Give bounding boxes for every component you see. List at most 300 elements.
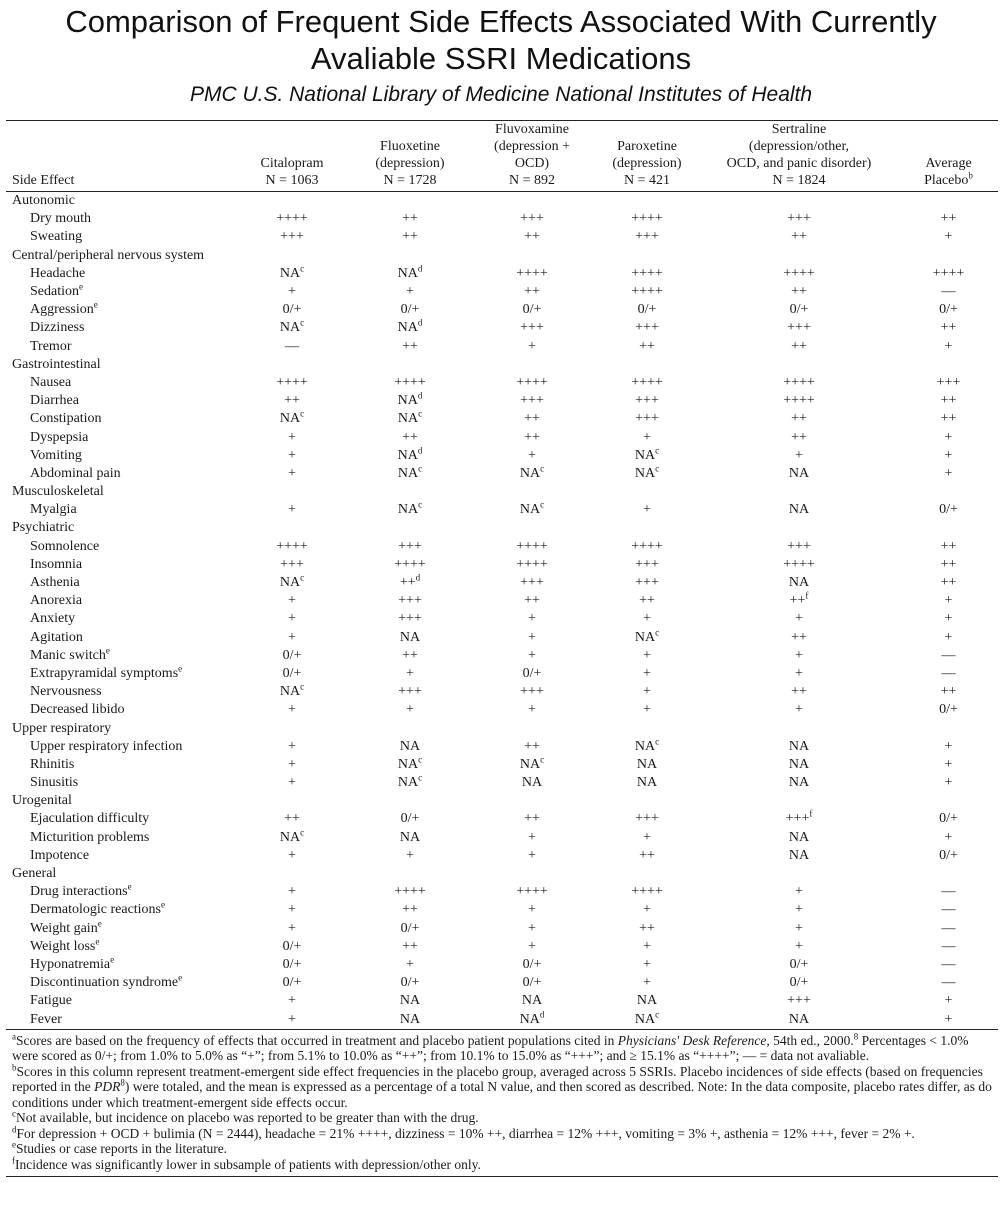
- side-effect-label: [6, 319, 233, 337]
- column-header-line: [12, 172, 231, 189]
- score-cell: [351, 665, 469, 683]
- score-cell: [595, 738, 699, 756]
- footnote-text: Studies or case reports in the literature.: [16, 1141, 228, 1157]
- cell-value: 0/+: [282, 956, 302, 972]
- score-cell: [699, 301, 899, 319]
- score-cell: [699, 447, 899, 465]
- cell-value: ++++: [631, 538, 663, 554]
- score-cell: [351, 810, 469, 828]
- cell-value: ++: [940, 393, 957, 409]
- cell-value: +++: [635, 556, 659, 572]
- score-cell: [699, 938, 899, 956]
- footnote-marker: c: [540, 754, 545, 765]
- score-cell: [899, 574, 998, 592]
- cell-value: NA: [636, 993, 658, 1009]
- cell-value: +: [643, 665, 651, 681]
- score-cell: [699, 338, 899, 356]
- cell-value: 0/+: [400, 975, 420, 991]
- cell-value: +: [406, 665, 414, 681]
- score-cell: [899, 410, 998, 428]
- cell-value: Insomnia: [30, 556, 83, 572]
- footnote-text: For depression + OCD + bulimia (N = 2444), headache = 21% ++++, dizziness = 10% ++, diarrhea = 12% +++, vomiting = 3% +, asthenia = 12% +++, fever = 2% +.: [16, 1125, 915, 1141]
- cell-value: ++: [284, 811, 300, 827]
- cell-value: ++: [524, 411, 540, 427]
- cell-value: +: [528, 902, 536, 918]
- cell-value: Sinusitis: [30, 775, 79, 791]
- cell-value: ++: [402, 902, 418, 918]
- cell-value: +: [643, 902, 651, 918]
- score-cell: [233, 374, 351, 392]
- score-cell: [699, 228, 899, 246]
- score-cell: [233, 738, 351, 756]
- cell-value: Weight gain: [30, 920, 98, 936]
- header-row: [6, 121, 998, 192]
- side-effect-label: [6, 774, 233, 792]
- cell-value: +: [944, 611, 953, 627]
- score-cell: [233, 283, 351, 301]
- score-cell: [699, 392, 899, 410]
- cell-value: ++: [791, 429, 807, 445]
- side-effect-label: [6, 738, 233, 756]
- cell-value: NA: [788, 465, 810, 481]
- footnote-marker: c: [418, 408, 423, 419]
- footnote-marker: e: [127, 881, 132, 892]
- category-label: General: [12, 866, 57, 882]
- footnote-marker: d: [417, 445, 423, 456]
- score-cell: [899, 392, 998, 410]
- side-effect-label: [6, 501, 233, 519]
- footnote-marker: 8: [120, 1077, 125, 1088]
- cell-value: +: [528, 847, 536, 863]
- cell-value: 0/+: [789, 956, 809, 972]
- side-effect-label: [6, 665, 233, 683]
- footnotes: [6, 1030, 998, 1173]
- cell-value: +: [288, 738, 296, 754]
- score-cell: [233, 574, 351, 592]
- cell-value: Fluvoxamine: [495, 122, 569, 137]
- score-cell: [469, 1010, 595, 1029]
- score-cell: [899, 701, 998, 719]
- score-cell: [595, 756, 699, 774]
- cell-value: Manic switch: [30, 647, 106, 663]
- footnote-marker: c: [540, 463, 545, 474]
- table-row: [6, 829, 998, 847]
- cell-value: 0/+: [789, 302, 809, 318]
- score-cell: [899, 283, 998, 301]
- cell-value: +: [528, 920, 536, 936]
- score-cell: [595, 920, 699, 938]
- cell-value: +++: [398, 684, 422, 700]
- table-row: [6, 810, 998, 828]
- cell-value: Myalgia: [30, 502, 77, 518]
- score-cell: [233, 701, 351, 719]
- cell-value: Weight loss: [30, 938, 96, 954]
- cell-value: Dry mouth: [30, 211, 92, 227]
- side-effect-label: [6, 283, 233, 301]
- cell-value: ++: [524, 593, 540, 609]
- footnote-marker: d: [539, 1008, 545, 1019]
- column-header: [699, 121, 899, 192]
- score-cell: [595, 956, 699, 974]
- cell-value: +++: [398, 538, 422, 554]
- footnote-text: Percentages < 1.0% were scored as 0/+; from 1.0% to 5.0% as “+”; from 5.1% to 10.0% as “++”; from 10.1% to 15.0% as “+++”; and ≥ 15.1% as “++++”; — = data not avaliable.: [12, 1032, 969, 1064]
- score-cell: [699, 956, 899, 974]
- cell-value: ++++: [783, 265, 815, 281]
- score-cell: [699, 774, 899, 792]
- cell-value: Fluoxetine: [380, 139, 440, 154]
- table-row: [6, 574, 998, 592]
- cell-value: ++++: [783, 556, 815, 572]
- cell-value: +: [944, 465, 953, 481]
- score-cell: [233, 920, 351, 938]
- table-row: [6, 883, 998, 901]
- category-label: Upper respiratory: [12, 720, 112, 736]
- cell-value: +: [288, 775, 296, 791]
- table-row: [6, 410, 998, 428]
- score-cell: [233, 938, 351, 956]
- score-cell: [699, 283, 899, 301]
- cell-value: NA: [636, 775, 658, 791]
- cell-value: NA: [279, 829, 301, 845]
- cell-value: Average: [925, 156, 972, 171]
- footnote-marker: e: [97, 917, 102, 928]
- cell-value: ++: [284, 393, 300, 409]
- cell-value: 0/+: [282, 975, 302, 991]
- score-cell: [595, 410, 699, 428]
- cell-value: +: [643, 429, 651, 445]
- score-cell: [899, 738, 998, 756]
- cell-value: NA: [399, 829, 421, 845]
- cell-value: +: [406, 284, 414, 300]
- score-cell: [595, 626, 699, 647]
- footnote: [12, 1126, 994, 1142]
- category-row: [6, 519, 998, 537]
- cell-value: ++: [399, 575, 416, 591]
- cell-value: +: [528, 647, 536, 663]
- cell-value: ++: [940, 575, 957, 591]
- table-row: [6, 701, 998, 719]
- column-header-line: [471, 138, 593, 155]
- cell-value: N = 892: [508, 173, 555, 188]
- side-effects-table: [6, 120, 998, 1030]
- footnote: [12, 1110, 994, 1126]
- cell-value: NA: [397, 265, 418, 281]
- category-row: [6, 865, 998, 883]
- cell-value: NA: [788, 502, 810, 518]
- cell-value: ++++: [631, 884, 663, 900]
- cell-value: +: [643, 684, 651, 700]
- cell-value: +++: [520, 393, 544, 409]
- side-effect-label: [6, 265, 233, 283]
- cell-value: +: [944, 229, 953, 245]
- cell-value: +++: [785, 811, 810, 827]
- cell-value: NA: [397, 393, 418, 409]
- cell-value: —: [941, 647, 956, 663]
- score-cell: [469, 701, 595, 719]
- footnote-marker: c: [300, 681, 305, 692]
- score-cell: [595, 883, 699, 901]
- score-cell: [699, 1010, 899, 1029]
- side-effect-label: [6, 992, 233, 1010]
- footnote-marker: c: [540, 499, 545, 510]
- cell-value: Dizziness: [30, 320, 85, 336]
- score-cell: [469, 938, 595, 956]
- cell-value: Side Effect: [12, 173, 75, 188]
- score-cell: [469, 447, 595, 465]
- score-cell: [469, 920, 595, 938]
- footnote-marker: f: [809, 808, 813, 819]
- score-cell: [469, 338, 595, 356]
- cell-value: ++: [402, 229, 418, 245]
- footnote-marker: c: [300, 572, 305, 583]
- cell-value: +: [288, 593, 296, 609]
- cell-value: 0/+: [939, 847, 958, 863]
- cell-value: Rhinitis: [30, 756, 75, 772]
- table-row: [6, 447, 998, 465]
- cell-value: +++: [520, 575, 544, 591]
- column-header-line: [701, 172, 897, 189]
- table-row: [6, 629, 998, 647]
- score-cell: [699, 610, 899, 628]
- category-row: [6, 247, 998, 265]
- cell-value: Somnolence: [30, 538, 100, 554]
- side-effect-label: [6, 538, 233, 556]
- score-cell: [899, 810, 998, 828]
- score-cell: [899, 428, 998, 446]
- score-cell: [699, 647, 899, 665]
- cell-value: Extrapyramidal symptoms: [30, 665, 179, 681]
- column-header-line: [471, 172, 593, 189]
- cell-value: (depression): [612, 156, 682, 171]
- column-header-line: [701, 121, 897, 138]
- score-cell: [595, 265, 699, 283]
- cell-value: NA: [636, 756, 658, 772]
- cell-value: +: [406, 847, 414, 863]
- cell-value: NA: [519, 1011, 540, 1027]
- score-cell: [469, 901, 595, 919]
- score-cell: [233, 883, 351, 901]
- score-cell: [233, 665, 351, 683]
- cell-value: ++: [940, 411, 957, 427]
- score-cell: [899, 847, 998, 865]
- score-cell: [351, 738, 469, 756]
- score-cell: [351, 465, 469, 483]
- cell-value: ++++: [394, 884, 426, 900]
- footnote-marker: c: [300, 263, 305, 274]
- score-cell: [233, 265, 351, 283]
- score-cell: [899, 901, 998, 919]
- table-row: [6, 465, 998, 483]
- side-effect-label: [6, 810, 233, 828]
- score-cell: [699, 738, 899, 756]
- cell-value: ++++: [783, 393, 815, 409]
- cell-value: 0/+: [282, 665, 302, 681]
- score-cell: [351, 629, 469, 647]
- cell-value: +: [795, 647, 803, 663]
- score-cell: [595, 556, 699, 574]
- column-header-line: [701, 138, 897, 155]
- cell-value: Anxiety: [30, 611, 76, 627]
- score-cell: [899, 629, 998, 647]
- score-cell: [699, 629, 899, 647]
- score-cell: [351, 556, 469, 574]
- cell-value: NA: [397, 411, 419, 427]
- side-effect-label: [6, 410, 233, 428]
- footnote-marker: e: [110, 954, 115, 965]
- score-cell: [899, 265, 998, 283]
- score-cell: [899, 974, 998, 992]
- cell-value: 0/+: [400, 302, 420, 318]
- score-cell: [699, 410, 899, 428]
- score-cell: [233, 538, 351, 556]
- score-cell: [699, 574, 899, 592]
- category-label: Urogenital: [12, 793, 72, 809]
- table-row: [6, 338, 998, 356]
- score-cell: [469, 374, 595, 392]
- score-cell: [899, 956, 998, 974]
- column-header-line: [701, 155, 897, 172]
- cell-value: —: [941, 284, 956, 300]
- table-header: [6, 121, 998, 192]
- cell-value: +: [528, 938, 536, 954]
- cell-value: ++: [639, 847, 655, 863]
- score-cell: [595, 319, 699, 337]
- score-cell: [351, 428, 469, 446]
- score-cell: [899, 228, 998, 246]
- cell-value: Headache: [30, 265, 86, 281]
- side-effect-label: [6, 901, 233, 919]
- footnote-text: Scores in this column represent treatment-emergent side effect frequencies in the placebo group, averaged across 5 SSRIs. Placebo incidences of side effects (based on frequencies reported in the: [12, 1063, 983, 1095]
- column-header: [6, 121, 233, 192]
- score-cell: [351, 774, 469, 792]
- cell-value: —: [941, 920, 956, 936]
- score-cell: [233, 847, 351, 865]
- cell-value: Asthenia: [30, 575, 80, 591]
- cell-value: NA: [397, 502, 419, 518]
- page-title: [0, 0, 1002, 77]
- cell-value: ++: [524, 429, 540, 445]
- category-row: [6, 719, 998, 737]
- score-cell: [351, 610, 469, 628]
- cell-value: +: [288, 847, 296, 863]
- cell-value: ++: [791, 229, 807, 245]
- cell-value: Upper respiratory infection: [30, 738, 183, 754]
- column-header-line: [597, 138, 697, 155]
- score-cell: [595, 847, 699, 865]
- cell-value: 0/+: [939, 702, 958, 718]
- score-cell: [899, 374, 998, 392]
- score-cell: [899, 465, 998, 483]
- score-cell: [469, 810, 595, 828]
- category-row: [6, 192, 998, 211]
- column-header-line: [353, 155, 467, 172]
- score-cell: [351, 938, 469, 956]
- table-row: [6, 210, 998, 228]
- cell-value: +: [528, 338, 536, 354]
- cell-value: Discontinuation syndrome: [30, 975, 179, 991]
- score-cell: [899, 592, 998, 610]
- score-cell: [469, 592, 595, 610]
- score-cell: [469, 574, 595, 592]
- cell-value: ++: [791, 629, 807, 645]
- table-row: [6, 901, 998, 919]
- cell-value: +++: [635, 320, 659, 336]
- title-line-1: Comparison of Frequent Side Effects Associated With Currently: [65, 4, 937, 39]
- footnote: [12, 1033, 994, 1064]
- cell-value: +: [288, 884, 296, 900]
- footnote-marker: c: [655, 445, 660, 456]
- table-row: [6, 938, 998, 956]
- side-effect-label: [6, 756, 233, 774]
- score-cell: [469, 774, 595, 792]
- side-effect-label: [6, 574, 233, 592]
- cell-value: (depression): [375, 156, 445, 171]
- score-cell: [233, 629, 351, 647]
- table-row: [6, 683, 998, 701]
- cell-value: NA: [279, 684, 301, 700]
- side-effect-label: [6, 392, 233, 410]
- column-header-line: [353, 172, 467, 189]
- score-cell: [899, 883, 998, 901]
- cell-value: +++: [787, 320, 811, 336]
- cell-value: +: [288, 1011, 296, 1027]
- footnote: [12, 1157, 994, 1173]
- score-cell: [469, 210, 595, 228]
- score-cell: [469, 829, 595, 847]
- score-cell: [595, 338, 699, 356]
- table-row: [6, 556, 998, 574]
- table-row: [6, 847, 998, 865]
- cell-value: Aggression: [30, 302, 94, 318]
- cell-value: +: [528, 629, 536, 645]
- footnote-text: Incidence was significantly lower in subsample of patients with depression/other only.: [15, 1156, 481, 1172]
- score-cell: [699, 883, 899, 901]
- cell-value: 0/+: [637, 302, 657, 318]
- footnote: [12, 1141, 994, 1157]
- cell-value: 0/+: [400, 811, 420, 827]
- score-cell: [233, 829, 351, 847]
- cell-value: +++: [398, 611, 422, 627]
- score-cell: [351, 683, 469, 701]
- side-effect-label: [6, 556, 233, 574]
- footnote-marker: e: [178, 663, 183, 674]
- footnote-marker: c: [418, 772, 423, 783]
- side-effect-label: [6, 629, 233, 647]
- side-effect-label: [6, 956, 233, 974]
- side-effects-table-container: [6, 120, 998, 1177]
- footnote-text: Not available, but incidence on placebo was reported to be greater than with the drug.: [16, 1110, 479, 1126]
- cell-value: +: [795, 447, 803, 463]
- column-header-line: [471, 121, 593, 138]
- footnote-citation: Physicians' Desk Reference: [617, 1032, 767, 1048]
- cell-value: Dermatologic reactions: [30, 902, 162, 918]
- score-cell: [899, 610, 998, 628]
- score-cell: [699, 465, 899, 483]
- cell-value: +++: [787, 538, 811, 554]
- cell-value: +: [795, 902, 803, 918]
- footnote: [12, 1064, 994, 1111]
- score-cell: [595, 283, 699, 301]
- score-cell: [233, 428, 351, 446]
- cell-value: ++++: [276, 538, 308, 554]
- table-row: [6, 610, 998, 628]
- footnote-marker: e: [12, 1139, 16, 1150]
- cell-value: ++: [791, 684, 807, 700]
- score-cell: [233, 501, 351, 519]
- cell-value: Sedation: [30, 284, 79, 300]
- cell-value: Nervousness: [30, 684, 102, 700]
- cell-value: +: [288, 429, 296, 445]
